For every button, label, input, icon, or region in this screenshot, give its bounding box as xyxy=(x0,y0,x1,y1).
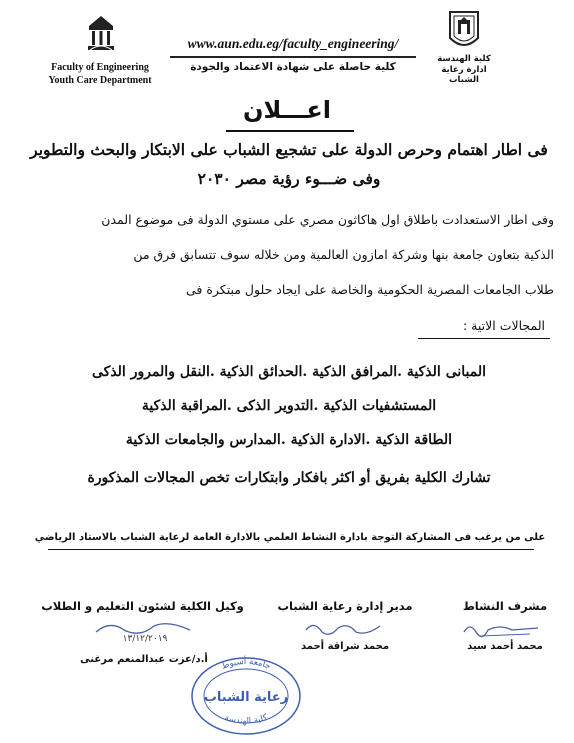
signature-title-activity-supervisor: مشرف النشاط xyxy=(462,599,548,613)
crest-icon xyxy=(448,8,480,52)
stamp-youth-care: رعاية الشباب xyxy=(203,690,289,705)
field-line-2: المستشفيات الذكية .التدوير الذكى .المراقبة الذكية xyxy=(141,398,437,414)
university-crest xyxy=(426,8,502,84)
accreditation-tagline: كلية حاصلة على شهادة الاعتماد والجودة xyxy=(190,61,396,73)
body-line-3: طلاب الجامعات المصرية الحكومية والخاصة على ايجاد حلول مبتكرة فى xyxy=(185,282,554,297)
signature-title-vice-dean: وكيل الكلية لشئون التعليم و الطلاب xyxy=(41,599,244,613)
notice-underline xyxy=(48,549,534,550)
youth-admin-ar: ادارة رعاية الشباب xyxy=(441,65,487,85)
signature-date: ١٣/١٢/٢٠١٩ xyxy=(122,634,168,644)
stamp-university: جامعة أسيوط xyxy=(220,656,273,672)
signature-name-youth-director: محمد شراقة أحمد xyxy=(300,641,390,652)
department-name-en: Youth Care Department xyxy=(48,75,152,86)
stamp-college: كلية الهندسة xyxy=(223,712,269,727)
signature-name-vice-dean: أ.د/عزت عبدالمنعم مرغنى xyxy=(80,654,208,665)
headline-line-2: وفى ضـــوء رؤية مصر ٢٠٣٠ xyxy=(197,169,381,188)
field-line-3: الطاقة الذكية .الادارة الذكية .المدارس والجامعات الذكية xyxy=(125,432,453,448)
signature-scribble-2 xyxy=(300,618,390,640)
announcement-title: اعـــلان xyxy=(243,96,331,124)
headline-line-1: فى اطار اهتمام وحرص الدولة على تشجيع الشباب على الابتكار والبحث والتطوير xyxy=(30,140,548,159)
fields-label: المجالات الاتية : xyxy=(463,318,545,333)
faculty-name-en: Faculty of Engineering xyxy=(51,62,149,73)
faculty-url: www.aun.edu.eg/faculty_engineering/ xyxy=(187,36,399,51)
signature-title-youth-director: مدير إدارة رعاية الشباب xyxy=(277,599,413,613)
header-divider xyxy=(170,56,416,58)
faculty-logo xyxy=(30,10,170,86)
college-name-ar: كلية الهندسة xyxy=(437,54,491,64)
participation-statement: تشارك الكلية بفريق أو اكثر بافكار وابتكارات تخص المجالات المذكورة xyxy=(87,470,491,486)
signature-name-activity-supervisor: محمد أحمد سيد xyxy=(467,641,543,652)
body-line-1: وفى اطار الاستعدادت باطلاق اول هاكاثون مصري على مستوي الدولة فى موضوع المدن xyxy=(101,212,554,227)
signature-scribble-1 xyxy=(460,618,550,640)
participation-notice: على من يرغب فى المشاركة التوجة بادارة النشاط العلمي بالادارة العامة لرعاية الشباب بالاستاد الرياضي xyxy=(34,532,546,543)
field-line-1: المبانى الذكية .المرافق الذكية .الحدائق الذكية .النقل والمرور الذكى xyxy=(91,364,486,380)
youth-care-stamp xyxy=(188,654,304,736)
faculty-building-icon xyxy=(86,14,116,52)
svg-text:كلية الهندسة xyxy=(223,713,270,727)
title-underline xyxy=(226,130,354,132)
fields-label-underline xyxy=(418,338,550,339)
body-line-2: الذكية بتعاون جامعة بنها وشركة امازون العالمية ومن خلاله سوف تتسابق فرق من xyxy=(133,247,554,262)
